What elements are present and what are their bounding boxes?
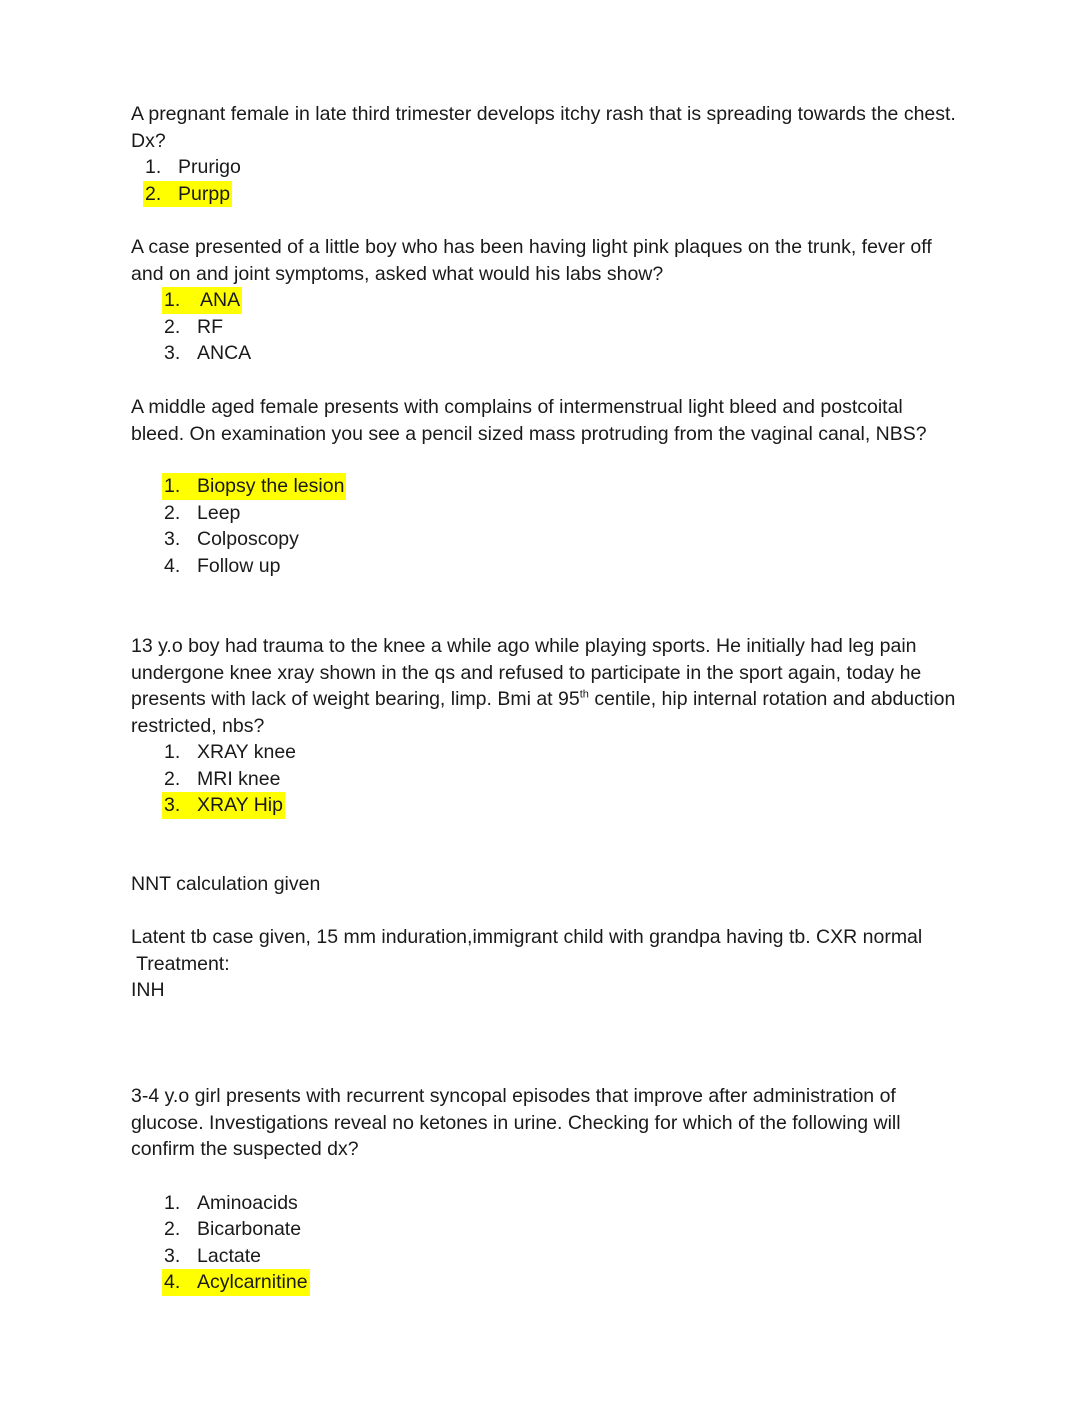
question-text: A pregnant female in late third trimester develops itchy rash that is spreading towards the chest. Dx? — [131, 103, 956, 152]
option-label: RF — [197, 315, 223, 338]
note-text: NNT calculation given — [131, 873, 321, 895]
question-text: A case presented of a little boy who has been having light pink plaques on the trunk, fever off and on and joint symptoms, asked what would his labs show? — [131, 236, 932, 285]
option-label: Bicarbonate — [197, 1218, 302, 1240]
option-label: XRAY knee — [197, 741, 297, 763]
option-number: 2. — [164, 501, 181, 524]
option-item — [162, 1243, 961, 1270]
option-item — [162, 340, 961, 367]
option-list — [162, 473, 961, 579]
option-number: 1. — [164, 1191, 181, 1214]
option-list — [162, 1190, 961, 1296]
option-highlight — [162, 314, 225, 341]
option-highlight — [143, 181, 232, 208]
option-item — [143, 181, 961, 208]
option-item — [162, 526, 961, 553]
option-number: 3. — [164, 794, 181, 816]
option-label: Purpp — [178, 182, 231, 205]
note-line: Treatment: — [131, 952, 230, 975]
option-highlight — [162, 553, 282, 580]
option-highlight — [162, 526, 301, 553]
question-text: A middle aged female presents with complains of intermenstrual light bleed and postcoital bleed. On examination you see a pencil sized mass protruding from the vaginal canal, NBS? — [131, 396, 927, 445]
question-text: 3-4 y.o girl presents with recurrent syncopal episodes that improve after administration of glucose. Investigations reveal no ketones in urine. Checking for which of the following will confirm the suspected dx? — [131, 1085, 901, 1160]
option-highlight — [162, 287, 242, 314]
option-list — [143, 154, 961, 207]
option-label: Biopsy the lesion — [197, 475, 345, 497]
option-item — [162, 1269, 961, 1296]
option-number: 3. — [164, 528, 181, 550]
option-item — [162, 553, 961, 580]
option-item — [162, 1190, 961, 1217]
question-text-part: centile, hip internal rotation and abduction restricted, nbs? — [131, 688, 956, 737]
option-number: 1. — [164, 475, 181, 497]
option-number: 2. — [145, 182, 162, 205]
question-block-5 — [131, 1083, 961, 1296]
option-number: 3. — [164, 1244, 181, 1267]
option-item — [162, 500, 961, 527]
option-highlight — [162, 340, 253, 367]
option-highlight — [162, 1216, 303, 1243]
option-number: 2. — [164, 767, 181, 790]
option-list — [162, 739, 961, 819]
question-block-1 — [131, 101, 961, 207]
option-number: 1. — [145, 156, 162, 178]
question-block-3 — [131, 394, 961, 579]
option-item — [162, 473, 961, 500]
option-label: Prurigo — [178, 156, 241, 178]
option-highlight — [162, 500, 242, 527]
option-number: 2. — [164, 1218, 181, 1240]
option-item — [162, 792, 961, 819]
option-item — [162, 766, 961, 793]
option-highlight — [162, 473, 346, 500]
option-item — [143, 154, 961, 181]
note-block-latent-tb — [131, 924, 991, 1004]
option-highlight — [162, 766, 282, 793]
option-highlight — [162, 792, 285, 819]
option-item — [162, 287, 961, 314]
option-label: ANCA — [197, 342, 252, 364]
option-label: Colposcopy — [197, 528, 299, 550]
option-highlight — [162, 739, 298, 766]
option-highlight — [162, 1190, 300, 1217]
option-list — [162, 287, 961, 367]
option-label: MRI knee — [197, 767, 281, 790]
option-item — [162, 314, 961, 341]
question-block-4 — [131, 633, 961, 819]
option-item — [162, 1216, 961, 1243]
note-line: INH — [131, 979, 165, 1001]
note-block-nnt — [131, 871, 961, 898]
option-label: Leep — [197, 501, 241, 524]
option-label: XRAY Hip — [197, 794, 283, 816]
question-block-2 — [131, 234, 961, 367]
question-text-part: 13 y.o boy had trauma to the knee a while ago while playing sports. He initially had leg pain undergone knee xray shown in the qs and refused to participate in the sport again, today he presents with lack of weight bearing, limp. Bmi at 95 — [131, 635, 922, 710]
option-highlight — [162, 1269, 310, 1296]
option-label: Lactate — [197, 1244, 261, 1267]
option-label: ANA — [200, 289, 241, 311]
superscript: th — [579, 688, 589, 701]
note-line: Latent tb case given, 15 mm induration,immigrant child with grandpa having tb. CXR normal — [131, 926, 923, 948]
option-number: 1. — [164, 289, 181, 311]
option-highlight — [143, 154, 243, 181]
option-number: 3. — [164, 342, 181, 364]
option-label: Acylcarnitine — [197, 1271, 308, 1293]
question-text — [131, 633, 961, 739]
option-number: 4. — [164, 554, 181, 577]
option-label: Follow up — [197, 554, 281, 577]
option-number: 2. — [164, 315, 181, 338]
option-highlight — [162, 1243, 263, 1270]
option-number: 4. — [164, 1271, 181, 1293]
option-number: 1. — [164, 741, 181, 763]
option-label: Aminoacids — [197, 1191, 298, 1214]
option-item — [162, 739, 961, 766]
